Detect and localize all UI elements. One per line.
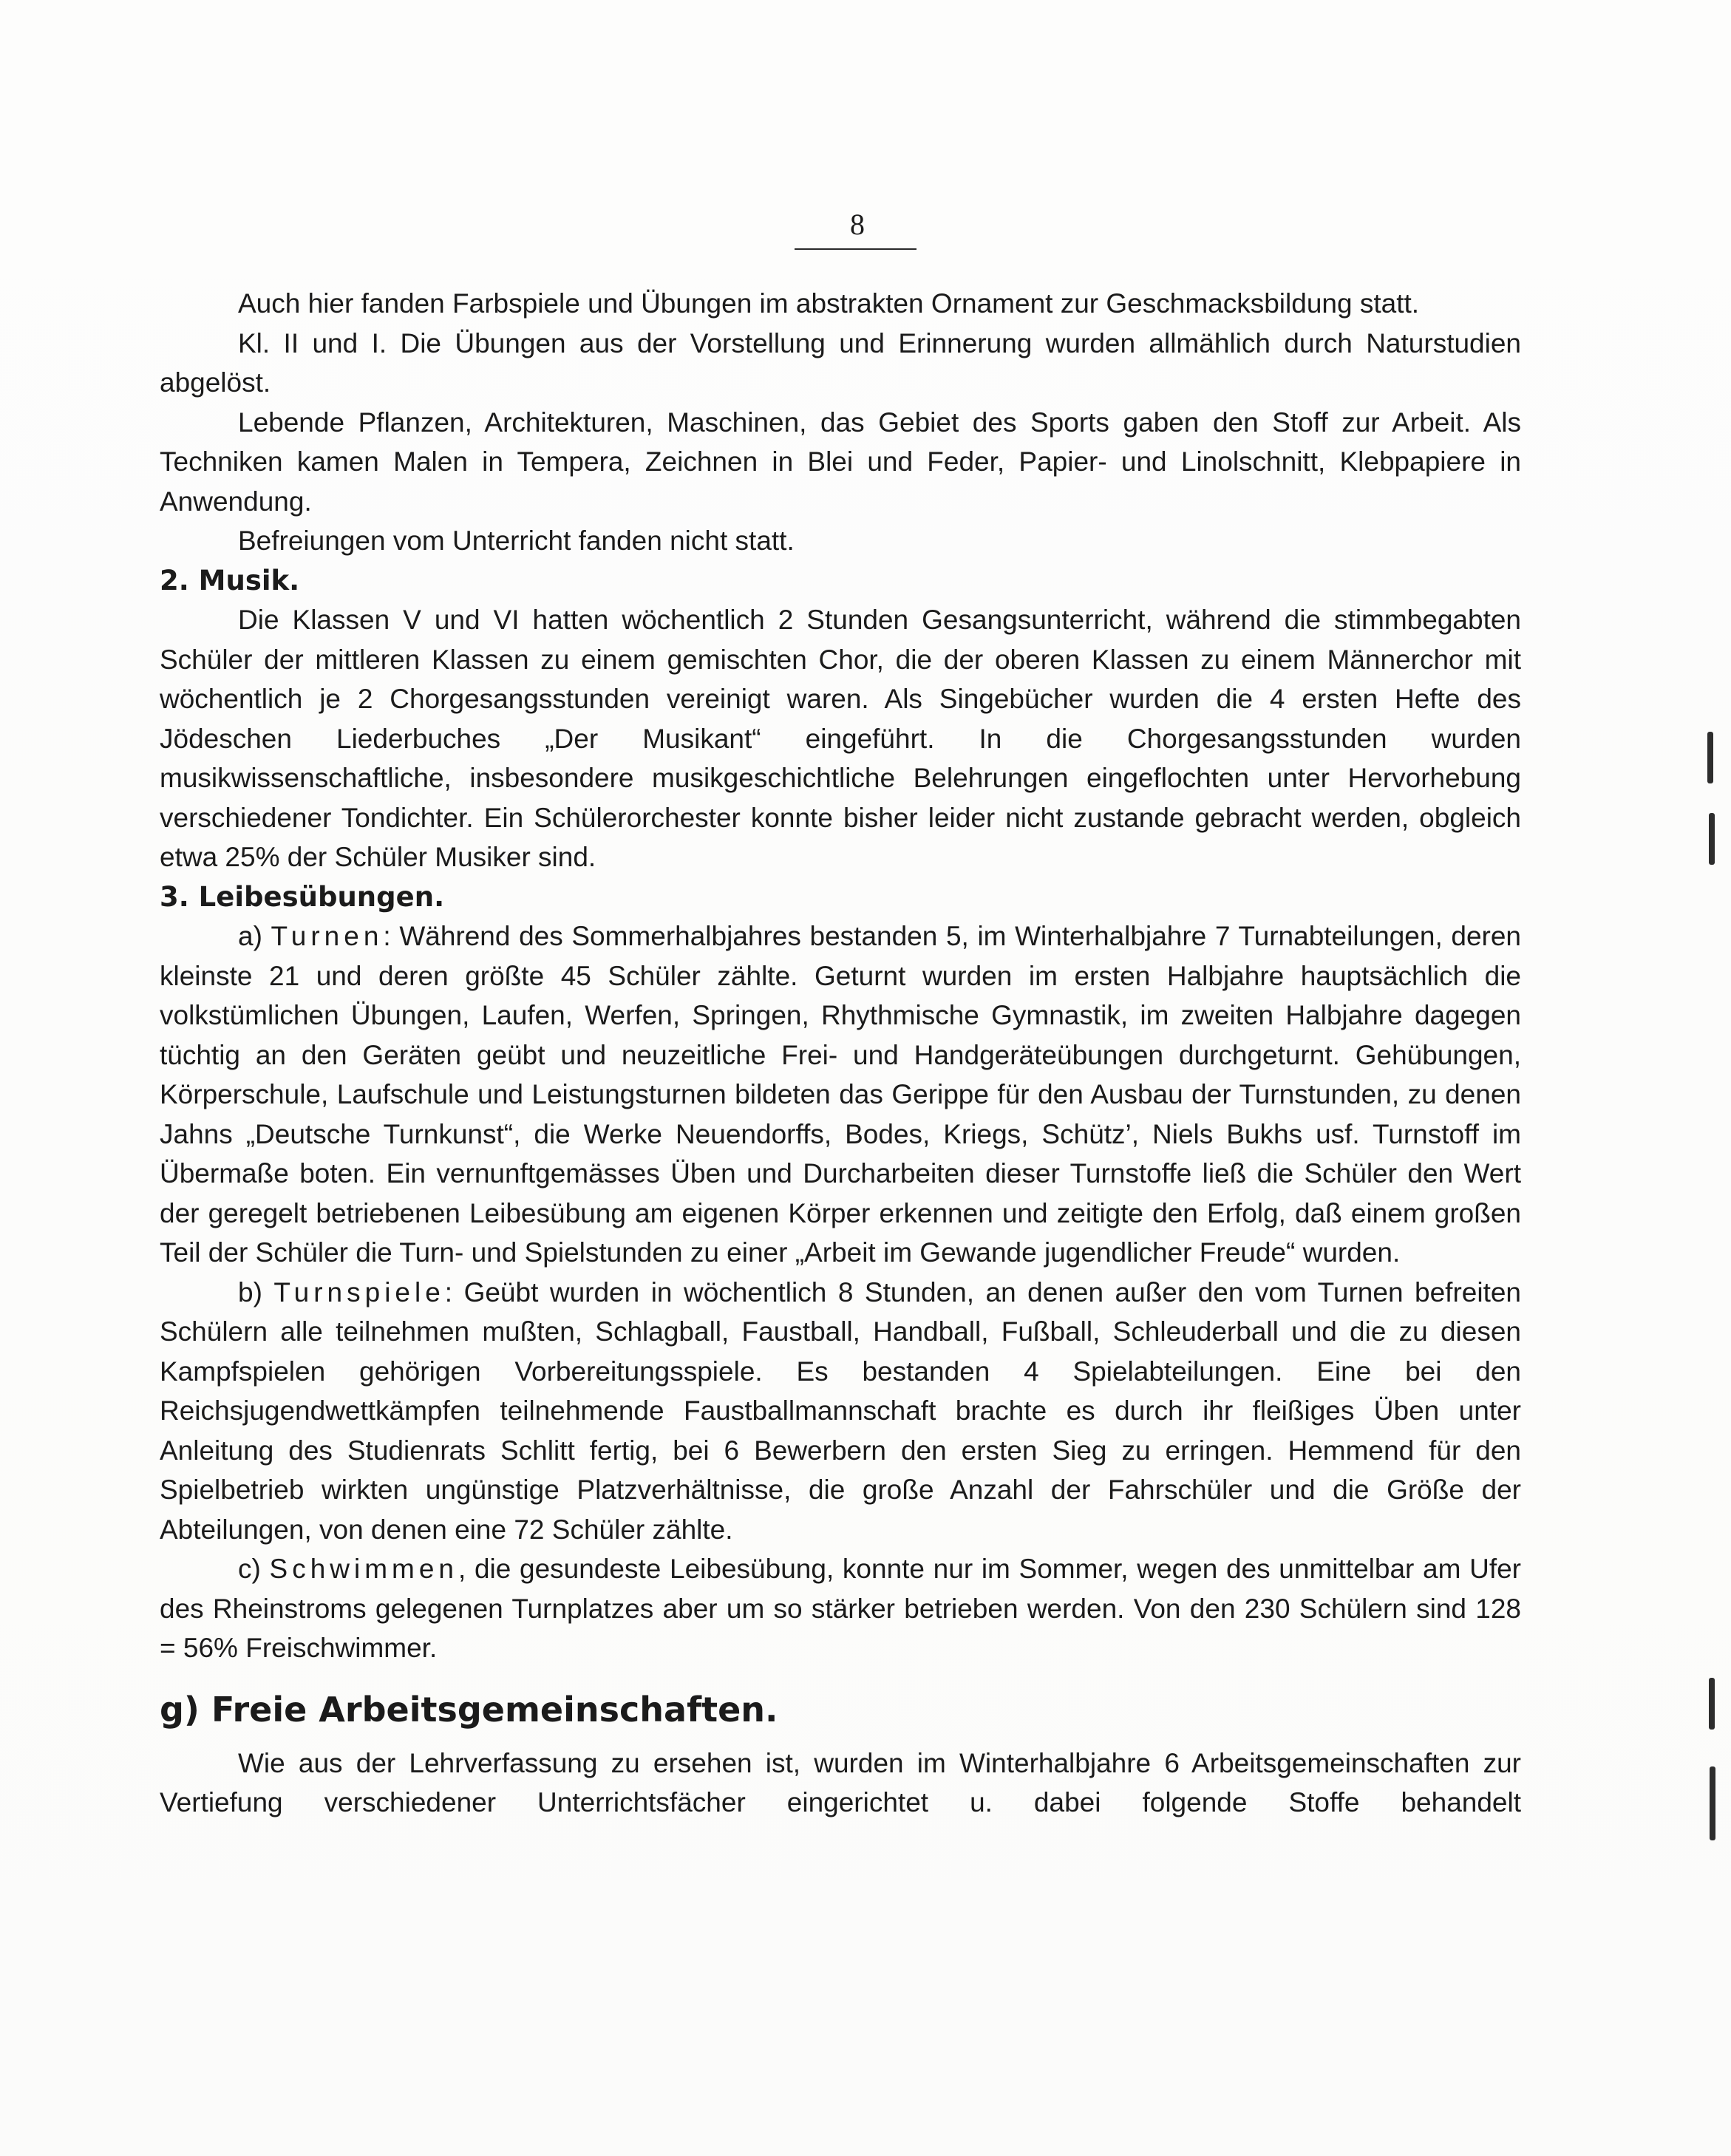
binding-mark-top <box>1707 732 1713 783</box>
body-text <box>160 284 1521 1823</box>
turnspiele-label: Turnspiele <box>273 1276 445 1307</box>
paragraph-turnspiele <box>160 1273 1521 1550</box>
binding-mark-middle <box>1709 813 1715 865</box>
turnen-text: : Während des Sommerhalbjahres bestanden 5, im Winterhalbjahre 7 Turnabteilungen, deren kleinste 21 und deren größte 45 Schüler zählte. Geturnt wurden im ersten Halbjahre hauptsächlich die volkstümlichen Übungen, Laufen, Werfen, Springen, Rhythmische Gymnastik, im zweiten Halbjahre dagegen tüchtig an den Geräten geübt und neuzeitliche Frei- und Handgeräteübungen durchgeturnt. Gehübungen, Körperschule, Laufschule und Leistungsturnen bildeten das Gerippe für den Ausbau der Turnstunden, zu denen Jahns „Deutsche Turnkunst“, die Werke Neuendorffs, Bodes, Kriegs, Schütz’, Niels Bukhs usf. Turnstoff im Übermaße boten. Ein vernunftgemässes Üben und Durcharbeiten dieser Turnstoffe ließ die Schüler den Wert der geregelt betriebenen Leibesübung am eigenen Körper erkennen und zeitigte den Erfolg, daß einem großen Teil der Schüler die Turn- und Spielstunden zu einer „Arbeit im Gewande jugendlicher Freude“ wurden. <box>160 921 1521 1268</box>
paragraph-techniken: Lebende Pflanzen, Architekturen, Maschinen, das Gebiet des Sports gaben den Stoff zur Arbeit. Als Techniken kamen Malen in Tempera, Zeichnen in Blei und Feder, Papier- und Linolschnitt, Klebpapiere in Anwendung. <box>160 407 1521 517</box>
turnen-prefix: a) <box>238 921 271 951</box>
paragraph-musik: Die Klassen V und VI hatten wöchentlich 2 Stunden Gesangsunterricht, während die stimmbegabten Schüler der mittleren Klassen zu einem gemischten Chor, die der oberen Klassen zu einem Männerchor mit wöchentlich je 2 Chorgesangsstunden vereinigt waren. Als Singebücher wurden die 4 ersten Hefte des Jödeschen Liederbuches „Der Musikant“ eingeführt. In die Chorgesangsstunden wurden musikwissenschaftliche, insbesondere musikgeschichtliche Belehrungen eingeflochten unter Hervorhebung verschiedener Tondichter. Ein Schülerorchester konnte bisher leider nicht zustande gebracht werden, obgleich etwa 25% der Schüler Musiker sind. <box>160 605 1521 872</box>
paragraph-arbeitsgemeinschaften: Wie aus der Lehrverfassung zu ersehen ist, wurden im Winterhalbjahre 6 Arbeitsgemeinschaften zur Vertiefung verschiedener Unterrichtsfächer eingerichtet u. dabei folgende Stoffe behandelt <box>160 1747 1521 1817</box>
paragraph-ornament: Auch hier fanden Farbspiele und Übungen im abstrakten Ornament zur Geschmacksbildung statt. <box>238 288 1420 319</box>
turnen-label: Turnen <box>271 921 384 951</box>
header-rule <box>795 248 916 250</box>
turnspiele-prefix: b) <box>238 1276 274 1307</box>
paragraph-klassen-2-1: Kl. II und I. Die Übungen aus der Vorstellung und Erinnerung wurden allmählich durch Naturstudien abgelöst. <box>160 327 1521 398</box>
schwimmen-label: Schwimmen <box>269 1554 459 1584</box>
binding-mark-lower <box>1709 1678 1715 1730</box>
turnspiele-text: : Geübt wurden in wöchentlich 8 Stunden, an denen außer den vom Turnen befreiten Schülern alle teilnehmen mußten, Schlagball, Faustball, Handball, Fußball, Schleuderball und die zu diesen Kampfspielen gehörigen Vorbereitungsspiele. Es bestanden 4 Spielabteilungen. Eine bei den Reichsjugendwettkämpfen teilnehmende Faustballmannschaft brachte es durch ihr fleißiges Üben unter Anleitung des Studienrats Schlitt fertig, bei 6 Bewerbern den ersten Sieg zu erringen. Hemmend für den Spielbetrieb wirkten ungünstige Platzverhältnisse, die große Anzahl der Fahrschüler und die Größe der Abteilungen, von denen eine 72 Schüler zählte. <box>160 1276 1522 1545</box>
schwimmen-prefix: c) <box>238 1554 270 1584</box>
schwimmen-text: , die gesundeste Leibesübung, konnte nur im Sommer, wegen des unmittelbar am Ufer des Rheinstroms gelegenen Turnplatzes aber um so stärker betrieben werden. Von den 230 Schülern sind 128 = 56% Freischwimmer. <box>160 1554 1521 1663</box>
page-number: 8 <box>850 208 865 241</box>
paragraph-schwimmen <box>160 1549 1521 1668</box>
section-heading-arbeitsgemeinschaften: g) Freie Arbeitsgemeinschaften. <box>160 1689 778 1730</box>
section-heading-leibesuebungen: 3. Leibesübungen. <box>160 880 445 913</box>
paragraph-turnen <box>160 917 1521 1273</box>
binding-mark-bottom <box>1710 1766 1715 1840</box>
section-heading-musik: 2. Musik. <box>160 564 300 596</box>
paragraph-befreiungen: Befreiungen vom Unterricht fanden nicht statt. <box>238 526 795 556</box>
